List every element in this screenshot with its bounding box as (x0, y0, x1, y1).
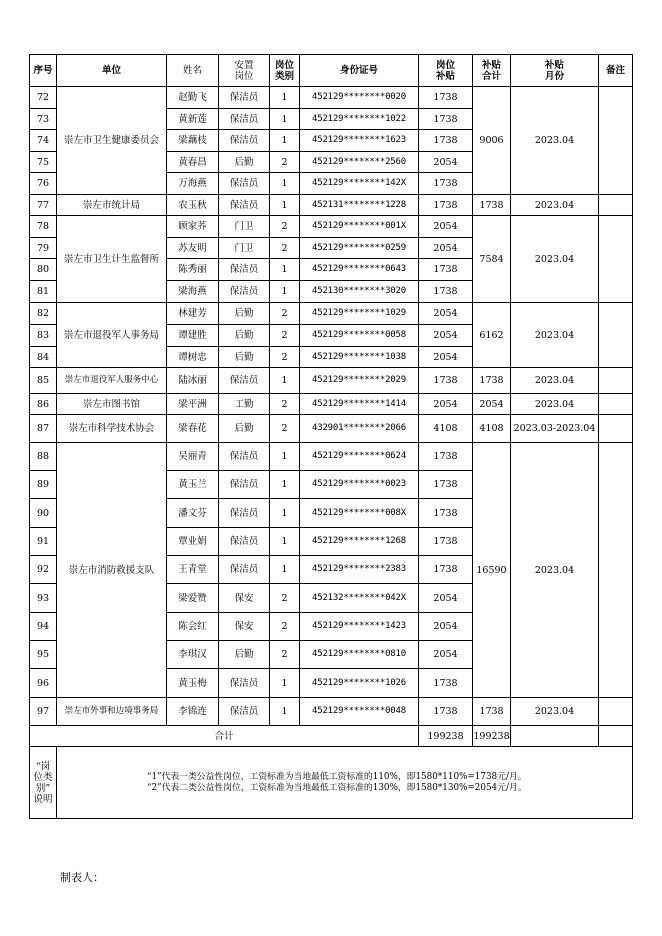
row-id: 452129********008X (300, 499, 419, 528)
row-category: 1 (270, 195, 300, 216)
row-name: 黄玉兰 (167, 471, 219, 499)
row-allowance: 1738 (419, 130, 473, 152)
row-id: 452129********142X (300, 173, 419, 195)
row-name: 梁藕枝 (167, 130, 219, 152)
row-category: 1 (270, 698, 300, 726)
table-row (30, 394, 633, 415)
row-remark (599, 443, 633, 698)
row-seq: 80 (30, 259, 57, 281)
row-id: 452129********0624 (300, 443, 419, 471)
total-remark (599, 726, 633, 747)
row-allowance: 2054 (419, 584, 473, 613)
row-category: 2 (270, 394, 300, 415)
row-post: 保洁员 (219, 173, 270, 195)
row-name: 王青堂 (167, 556, 219, 584)
row-subtotal: 7584 (473, 216, 511, 303)
row-category: 1 (270, 368, 300, 394)
header-id: 身份证号 (300, 55, 419, 87)
row-allowance: 1738 (419, 87, 473, 109)
total-month (511, 726, 599, 747)
row-seq: 78 (30, 216, 57, 238)
row-name: 李锦连 (167, 698, 219, 726)
row-seq: 92 (30, 556, 57, 584)
row-seq: 77 (30, 195, 57, 216)
row-month: 2023.04 (511, 698, 599, 726)
row-name: 潘文芬 (167, 499, 219, 528)
row-name: 梁春花 (167, 415, 219, 443)
row-post: 保安 (219, 613, 270, 641)
row-category: 2 (270, 613, 300, 641)
row-name: 陈秀丽 (167, 259, 219, 281)
row-allowance: 1738 (419, 556, 473, 584)
row-seq: 87 (30, 415, 57, 443)
row-allowance: 2054 (419, 641, 473, 669)
row-id: 452129********0020 (300, 87, 419, 109)
row-category: 2 (270, 152, 300, 173)
row-category: 2 (270, 325, 300, 347)
total-subtotal: 199238 (473, 726, 511, 747)
header-name: 姓名 (167, 55, 219, 87)
row-id: 452129********0810 (300, 641, 419, 669)
row-allowance: 2054 (419, 394, 473, 415)
row-seq: 93 (30, 584, 57, 613)
row-allowance: 1738 (419, 368, 473, 394)
row-seq: 83 (30, 325, 57, 347)
row-id: 452129********0058 (300, 325, 419, 347)
table-row (30, 195, 633, 216)
row-name: 顾家荞 (167, 216, 219, 238)
header-allowance: 岗位 补贴 (419, 55, 473, 87)
row-month: 2023.04 (511, 368, 599, 394)
row-remark (599, 394, 633, 415)
row-allowance: 2054 (419, 216, 473, 238)
row-seq: 76 (30, 173, 57, 195)
row-name: 陆冰丽 (167, 368, 219, 394)
row-post: 保洁员 (219, 281, 270, 303)
row-seq: 72 (30, 87, 57, 109)
row-id: 452129********0643 (300, 259, 419, 281)
row-post: 后勤 (219, 347, 270, 368)
row-id: 432901********2066 (300, 415, 419, 443)
row-subtotal: 6162 (473, 303, 511, 368)
row-post: 保洁员 (219, 109, 270, 130)
row-post: 保安 (219, 584, 270, 613)
row-id: 452129********2029 (300, 368, 419, 394)
row-post: 后勤 (219, 152, 270, 173)
table-row (30, 415, 633, 443)
header-subtotal: 补贴 合计 (473, 55, 511, 87)
row-name: 覃业娟 (167, 528, 219, 556)
row-seq: 85 (30, 368, 57, 394)
row-post: 后勤 (219, 415, 270, 443)
row-seq: 97 (30, 698, 57, 726)
row-subtotal: 9006 (473, 87, 511, 195)
row-category: 2 (270, 238, 300, 259)
total-allowance: 199238 (419, 726, 473, 747)
total-row (30, 726, 633, 747)
row-post: 保洁员 (219, 259, 270, 281)
row-name: 吴丽青 (167, 443, 219, 471)
row-subtotal: 2054 (473, 394, 511, 415)
row-post: 保洁员 (219, 87, 270, 109)
row-unit: 崇左市图书馆 (57, 394, 167, 415)
row-remark (599, 415, 633, 443)
row-id: 452129********0259 (300, 238, 419, 259)
row-category: 1 (270, 443, 300, 471)
row-name: 万海燕 (167, 173, 219, 195)
row-seq: 79 (30, 238, 57, 259)
row-name: 黄新莲 (167, 109, 219, 130)
row-id: 452131********1228 (300, 195, 419, 216)
row-id: 452132********042X (300, 584, 419, 613)
row-post: 保洁员 (219, 669, 270, 698)
row-seq: 94 (30, 613, 57, 641)
row-category: 2 (270, 303, 300, 325)
note-line-2: “2”代表二类公益性岗位，工资标准为当地最低工资标准的130%，即1580*130%=2054元/月。 (147, 782, 527, 793)
row-unit: 崇左市卫生计生监督所 (57, 216, 167, 303)
row-remark (599, 195, 633, 216)
row-unit: 崇左市科学技术协会 (57, 415, 167, 443)
row-remark (599, 87, 633, 195)
row-month: 2023.04 (511, 394, 599, 415)
row-seq: 90 (30, 499, 57, 528)
note-label: “岗 位类 别” 说明 (30, 747, 57, 819)
row-month: 2023.04 (511, 303, 599, 368)
row-allowance: 2054 (419, 613, 473, 641)
row-allowance: 1738 (419, 471, 473, 499)
row-id: 452129********2383 (300, 556, 419, 584)
row-unit: 崇左市外事和边境事务局 (57, 698, 167, 726)
row-category: 1 (270, 173, 300, 195)
row-allowance: 1738 (419, 698, 473, 726)
row-post: 保洁员 (219, 499, 270, 528)
row-post: 工勤 (219, 394, 270, 415)
row-id: 452129********2560 (300, 152, 419, 173)
row-allowance: 1738 (419, 195, 473, 216)
table-row (30, 303, 633, 325)
row-month: 2023.04 (511, 216, 599, 303)
row-id: 452130********3020 (300, 281, 419, 303)
row-id: 452129********1414 (300, 394, 419, 415)
note-text (57, 747, 633, 819)
row-allowance: 1738 (419, 528, 473, 556)
row-seq: 75 (30, 152, 57, 173)
row-post: 保洁员 (219, 443, 270, 471)
row-id: 452129********1268 (300, 528, 419, 556)
header-placement: 安置 岗位 (219, 55, 270, 87)
row-allowance: 2054 (419, 152, 473, 173)
row-id: 452129********1026 (300, 669, 419, 698)
row-name: 黄春昌 (167, 152, 219, 173)
row-unit: 崇左市消防救援支队 (57, 443, 167, 698)
row-name: 梁平洲 (167, 394, 219, 415)
row-post: 保洁员 (219, 130, 270, 152)
row-category: 2 (270, 584, 300, 613)
row-allowance: 2054 (419, 238, 473, 259)
table-row (30, 698, 633, 726)
row-id: 452129********1623 (300, 130, 419, 152)
row-seq: 73 (30, 109, 57, 130)
row-allowance: 2054 (419, 303, 473, 325)
row-remark (599, 368, 633, 394)
row-remark (599, 698, 633, 726)
row-allowance: 1738 (419, 499, 473, 528)
row-post: 保洁员 (219, 556, 270, 584)
row-category: 1 (270, 556, 300, 584)
total-label: 合计 (30, 726, 419, 747)
prepared-by-label: 制表人： (60, 871, 104, 884)
row-post: 保洁员 (219, 528, 270, 556)
row-allowance: 1738 (419, 281, 473, 303)
row-name: 陈会红 (167, 613, 219, 641)
header-row (30, 55, 633, 87)
row-category: 1 (270, 471, 300, 499)
row-post: 保洁员 (219, 471, 270, 499)
table-row (30, 87, 633, 109)
row-subtotal: 1738 (473, 368, 511, 394)
row-seq: 86 (30, 394, 57, 415)
row-name: 苏友明 (167, 238, 219, 259)
row-name: 农玉秋 (167, 195, 219, 216)
row-name: 谭树忠 (167, 347, 219, 368)
row-allowance: 2054 (419, 347, 473, 368)
row-seq: 91 (30, 528, 57, 556)
row-seq: 82 (30, 303, 57, 325)
header-unit: 单位 (57, 55, 167, 87)
row-category: 1 (270, 281, 300, 303)
row-category: 2 (270, 347, 300, 368)
row-name: 赵勤飞 (167, 87, 219, 109)
row-category: 2 (270, 216, 300, 238)
table-row (30, 368, 633, 394)
row-category: 2 (270, 415, 300, 443)
header-seq: 序号 (30, 55, 57, 87)
note-row (30, 747, 633, 819)
row-post: 保洁员 (219, 195, 270, 216)
row-category: 1 (270, 87, 300, 109)
row-allowance: 1738 (419, 443, 473, 471)
row-category: 1 (270, 669, 300, 698)
row-post: 后勤 (219, 641, 270, 669)
row-subtotal: 1738 (473, 698, 511, 726)
row-subtotal: 16590 (473, 443, 511, 698)
row-month: 2023.04 (511, 195, 599, 216)
row-name: 梁爱赞 (167, 584, 219, 613)
row-category: 1 (270, 109, 300, 130)
row-unit: 崇左市统计局 (57, 195, 167, 216)
row-remark (599, 303, 633, 368)
row-name: 梁海燕 (167, 281, 219, 303)
row-allowance: 4108 (419, 415, 473, 443)
row-seq: 81 (30, 281, 57, 303)
row-month: 2023.03-2023.04 (511, 415, 599, 443)
row-unit: 崇左市卫生健康委员会 (57, 87, 167, 195)
row-allowance: 1738 (419, 173, 473, 195)
row-seq: 96 (30, 669, 57, 698)
row-id: 452129********001X (300, 216, 419, 238)
row-post: 后勤 (219, 325, 270, 347)
table-row (30, 216, 633, 238)
row-month: 2023.04 (511, 443, 599, 698)
row-id: 452129********1038 (300, 347, 419, 368)
row-id: 452129********0023 (300, 471, 419, 499)
row-seq: 95 (30, 641, 57, 669)
row-seq: 74 (30, 130, 57, 152)
row-name: 林建芳 (167, 303, 219, 325)
row-id: 452129********0048 (300, 698, 419, 726)
row-category: 1 (270, 130, 300, 152)
row-allowance: 1738 (419, 259, 473, 281)
row-post: 门卫 (219, 216, 270, 238)
subsidy-table (29, 54, 633, 819)
row-subtotal: 4108 (473, 415, 511, 443)
row-category: 1 (270, 259, 300, 281)
row-post: 保洁员 (219, 368, 270, 394)
header-category: 岗位 类别 (270, 55, 300, 87)
row-category: 1 (270, 528, 300, 556)
row-allowance: 1738 (419, 669, 473, 698)
row-id: 452129********1022 (300, 109, 419, 130)
row-allowance: 1738 (419, 109, 473, 130)
table-row (30, 443, 633, 471)
row-category: 2 (270, 641, 300, 669)
row-post: 后勤 (219, 303, 270, 325)
row-subtotal: 1738 (473, 195, 511, 216)
row-unit: 崇左市退役军人服务中心 (57, 368, 167, 394)
row-name: 谭建胜 (167, 325, 219, 347)
row-post: 门卫 (219, 238, 270, 259)
row-seq: 84 (30, 347, 57, 368)
header-month: 补贴 月份 (511, 55, 599, 87)
note-line-1: “1”代表一类公益性岗位，工资标准为当地最低工资标准的110%，即1580*110%=1738元/月。 (147, 771, 527, 782)
row-category: 1 (270, 499, 300, 528)
row-allowance: 2054 (419, 325, 473, 347)
row-post: 保洁员 (219, 698, 270, 726)
row-seq: 88 (30, 443, 57, 471)
row-unit: 崇左市退役军人事务局 (57, 303, 167, 368)
row-name: 黄玉梅 (167, 669, 219, 698)
row-name: 李琪汉 (167, 641, 219, 669)
row-month: 2023.04 (511, 87, 599, 195)
row-seq: 89 (30, 471, 57, 499)
row-id: 452129********1423 (300, 613, 419, 641)
header-remark: 备注 (599, 55, 633, 87)
row-id: 452129********1029 (300, 303, 419, 325)
row-remark (599, 216, 633, 303)
